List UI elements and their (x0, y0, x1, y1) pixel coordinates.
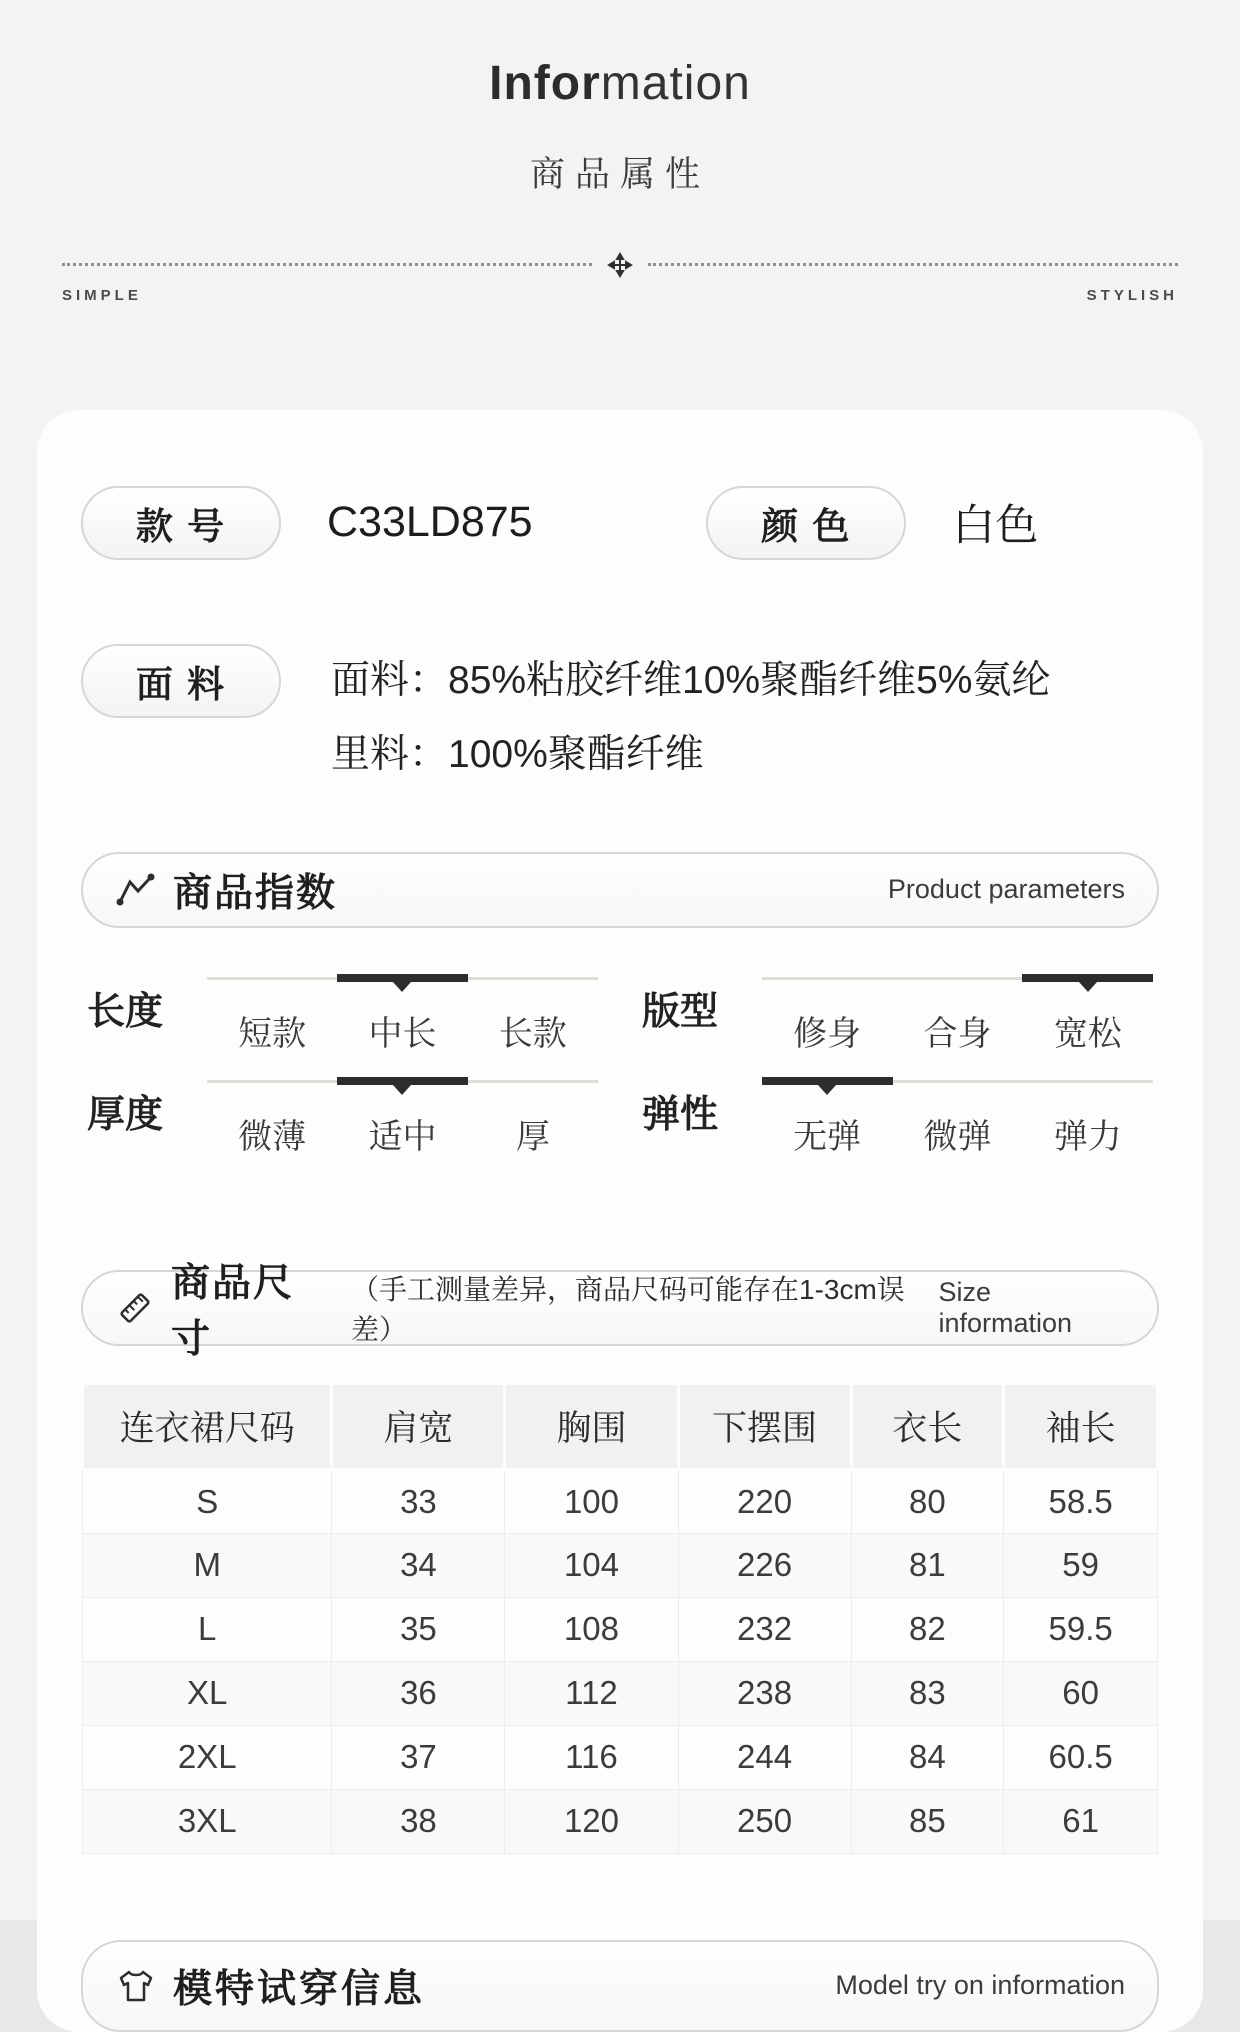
size-table-cell: 58.5 (1004, 1469, 1158, 1533)
size-table-cell: 82 (851, 1597, 1004, 1661)
size-table-cell: 80 (851, 1469, 1004, 1533)
param-scale (762, 974, 1153, 1055)
size-table-cell: 61 (1004, 1789, 1158, 1853)
tagline-stylish: STYLISH (1086, 286, 1178, 304)
size-table-cell: 35 (332, 1597, 505, 1661)
style-number-label: 款 号 (81, 486, 281, 560)
param-group (87, 974, 598, 1055)
fabric-outer-line: 面料：85%粘胶纤维10%聚酯纤维5%氨纶 (331, 658, 1051, 702)
size-table-cell: 37 (332, 1725, 505, 1789)
page-title-bold: Infor (489, 57, 601, 110)
param-label: 厚度 (87, 1093, 164, 1136)
param-option: 弹力 (1053, 1117, 1122, 1156)
size-table-cell: XL (83, 1661, 332, 1725)
scale-selected-marker (337, 974, 468, 982)
size-table-row (83, 1597, 1158, 1661)
size-table-cell: 84 (851, 1725, 1004, 1789)
size-table-cell: 244 (678, 1725, 851, 1789)
size-table-cell: 220 (678, 1469, 851, 1533)
four-arrow-move-icon (608, 253, 632, 277)
color-label: 颜 色 (706, 486, 906, 560)
fabric-row (81, 644, 1159, 792)
param-option: 无弹 (793, 1117, 862, 1156)
size-table-cell: 85 (851, 1789, 1004, 1853)
param-scale (207, 974, 598, 1055)
size-table-row (83, 1661, 1158, 1725)
trend-line-icon (115, 870, 157, 910)
dotted-line-right (648, 263, 1178, 266)
size-table-cell: 120 (505, 1789, 678, 1853)
size-table-cell: 81 (851, 1533, 1004, 1597)
fabric-composition (331, 644, 1050, 792)
param-option: 修身 (793, 1014, 862, 1053)
divider (0, 253, 1240, 277)
style-number-value: C33LD875 (327, 498, 533, 547)
ruler-icon (115, 1288, 155, 1328)
size-table-cell: 2XL (83, 1725, 332, 1789)
size-information-header (81, 1261, 1159, 1361)
param-option: 厚 (515, 1117, 550, 1156)
param-option: 合身 (923, 1014, 992, 1053)
size-table-cell: 108 (505, 1597, 678, 1661)
size-table-cell: 38 (332, 1789, 505, 1853)
scale-selected-marker (337, 1077, 468, 1085)
parameter-grid (81, 974, 1159, 1158)
param-option: 微薄 (238, 1117, 307, 1156)
tagline-row (0, 287, 1240, 304)
param-option: 短款 (238, 1014, 307, 1053)
param-label: 弹性 (642, 1093, 719, 1136)
dotted-line-left (62, 263, 592, 266)
param-scale (207, 1077, 598, 1158)
param-label: 长度 (87, 990, 164, 1033)
size-table-cell: 36 (332, 1661, 505, 1725)
size-table-header-cell: 衣长 (851, 1383, 1004, 1469)
size-table-cell: 100 (505, 1469, 678, 1533)
param-group (642, 974, 1153, 1055)
page-title (0, 58, 1240, 111)
param-option: 微弹 (923, 1117, 992, 1156)
size-table-cell: 238 (678, 1661, 851, 1725)
size-table-cell: 112 (505, 1661, 678, 1725)
size-table-cell: 34 (332, 1533, 505, 1597)
size-table-cell: 59.5 (1004, 1597, 1158, 1661)
size-table-cell: 59 (1004, 1533, 1158, 1597)
size-table-row (83, 1469, 1158, 1533)
size-table-cell: 60.5 (1004, 1725, 1158, 1789)
size-table-cell: L (83, 1597, 332, 1661)
size-table-cell: 232 (678, 1597, 851, 1661)
size-table-row (83, 1533, 1158, 1597)
param-option: 宽松 (1053, 1014, 1122, 1053)
param-scale (762, 1077, 1153, 1158)
size-table-header-cell: 袖长 (1004, 1383, 1158, 1469)
size-table-cell: M (83, 1533, 332, 1597)
size-information-subtitle-en: Size information (938, 1276, 1073, 1338)
param-option: 长款 (498, 1014, 567, 1053)
size-table-row (83, 1725, 1158, 1789)
tshirt-icon (115, 1966, 157, 2006)
size-table-cell: 226 (678, 1533, 851, 1597)
size-table-body (83, 1469, 1158, 1853)
param-option: 中长 (368, 1014, 437, 1053)
product-card (37, 410, 1203, 2032)
size-table (81, 1382, 1159, 1854)
size-information-title: 商品尺寸 (171, 1261, 295, 1361)
size-measurement-note: （手工测量差异，商品尺码可能存在1-3cm误差） (351, 1273, 905, 1345)
param-option: 适中 (368, 1117, 437, 1156)
style-number-item (81, 486, 706, 560)
size-table-header-cell: 肩宽 (332, 1383, 505, 1469)
size-table-cell: 83 (851, 1661, 1004, 1725)
size-table-header-cell: 下摆围 (678, 1383, 851, 1469)
size-table-header-cell: 连衣裙尺码 (83, 1383, 332, 1469)
size-table-cell: 60 (1004, 1661, 1158, 1725)
param-group (642, 1077, 1153, 1158)
color-value: 白色 (952, 502, 1039, 551)
product-parameters-title: 商品指数 (173, 871, 338, 915)
size-table-cell: 33 (332, 1469, 505, 1533)
model-tryon-header (81, 1940, 1159, 2032)
size-table-cell: 104 (505, 1533, 678, 1597)
color-item (706, 486, 1038, 560)
product-parameters-header (81, 852, 1159, 928)
page-subtitle: 商品属性 (529, 154, 710, 194)
tagline-simple: SIMPLE (62, 286, 142, 304)
size-table-cell: 250 (678, 1789, 851, 1853)
fabric-label: 面 料 (81, 644, 281, 718)
size-table-row (83, 1789, 1158, 1853)
product-parameters-subtitle-en: Product parameters (887, 874, 1125, 905)
size-table-cell: 3XL (83, 1789, 332, 1853)
model-tryon-title: 模特试穿信息 (173, 1967, 426, 2011)
hero-header (0, 0, 1240, 304)
scale-selected-marker (762, 1077, 893, 1085)
size-table-cell: 116 (505, 1725, 678, 1789)
model-tryon-subtitle-en: Model try on information (835, 1970, 1125, 2001)
size-table-cell: S (83, 1469, 332, 1533)
param-group (87, 1077, 598, 1158)
scale-selected-marker (1022, 974, 1153, 982)
fabric-lining-line: 里料：100%聚酯纤维 (331, 732, 704, 776)
page-title-light: mation (600, 57, 751, 110)
size-table-header (83, 1383, 1158, 1469)
size-table-header-cell: 胸围 (505, 1383, 678, 1469)
style-color-row (81, 486, 1159, 560)
param-label: 版型 (642, 990, 719, 1033)
